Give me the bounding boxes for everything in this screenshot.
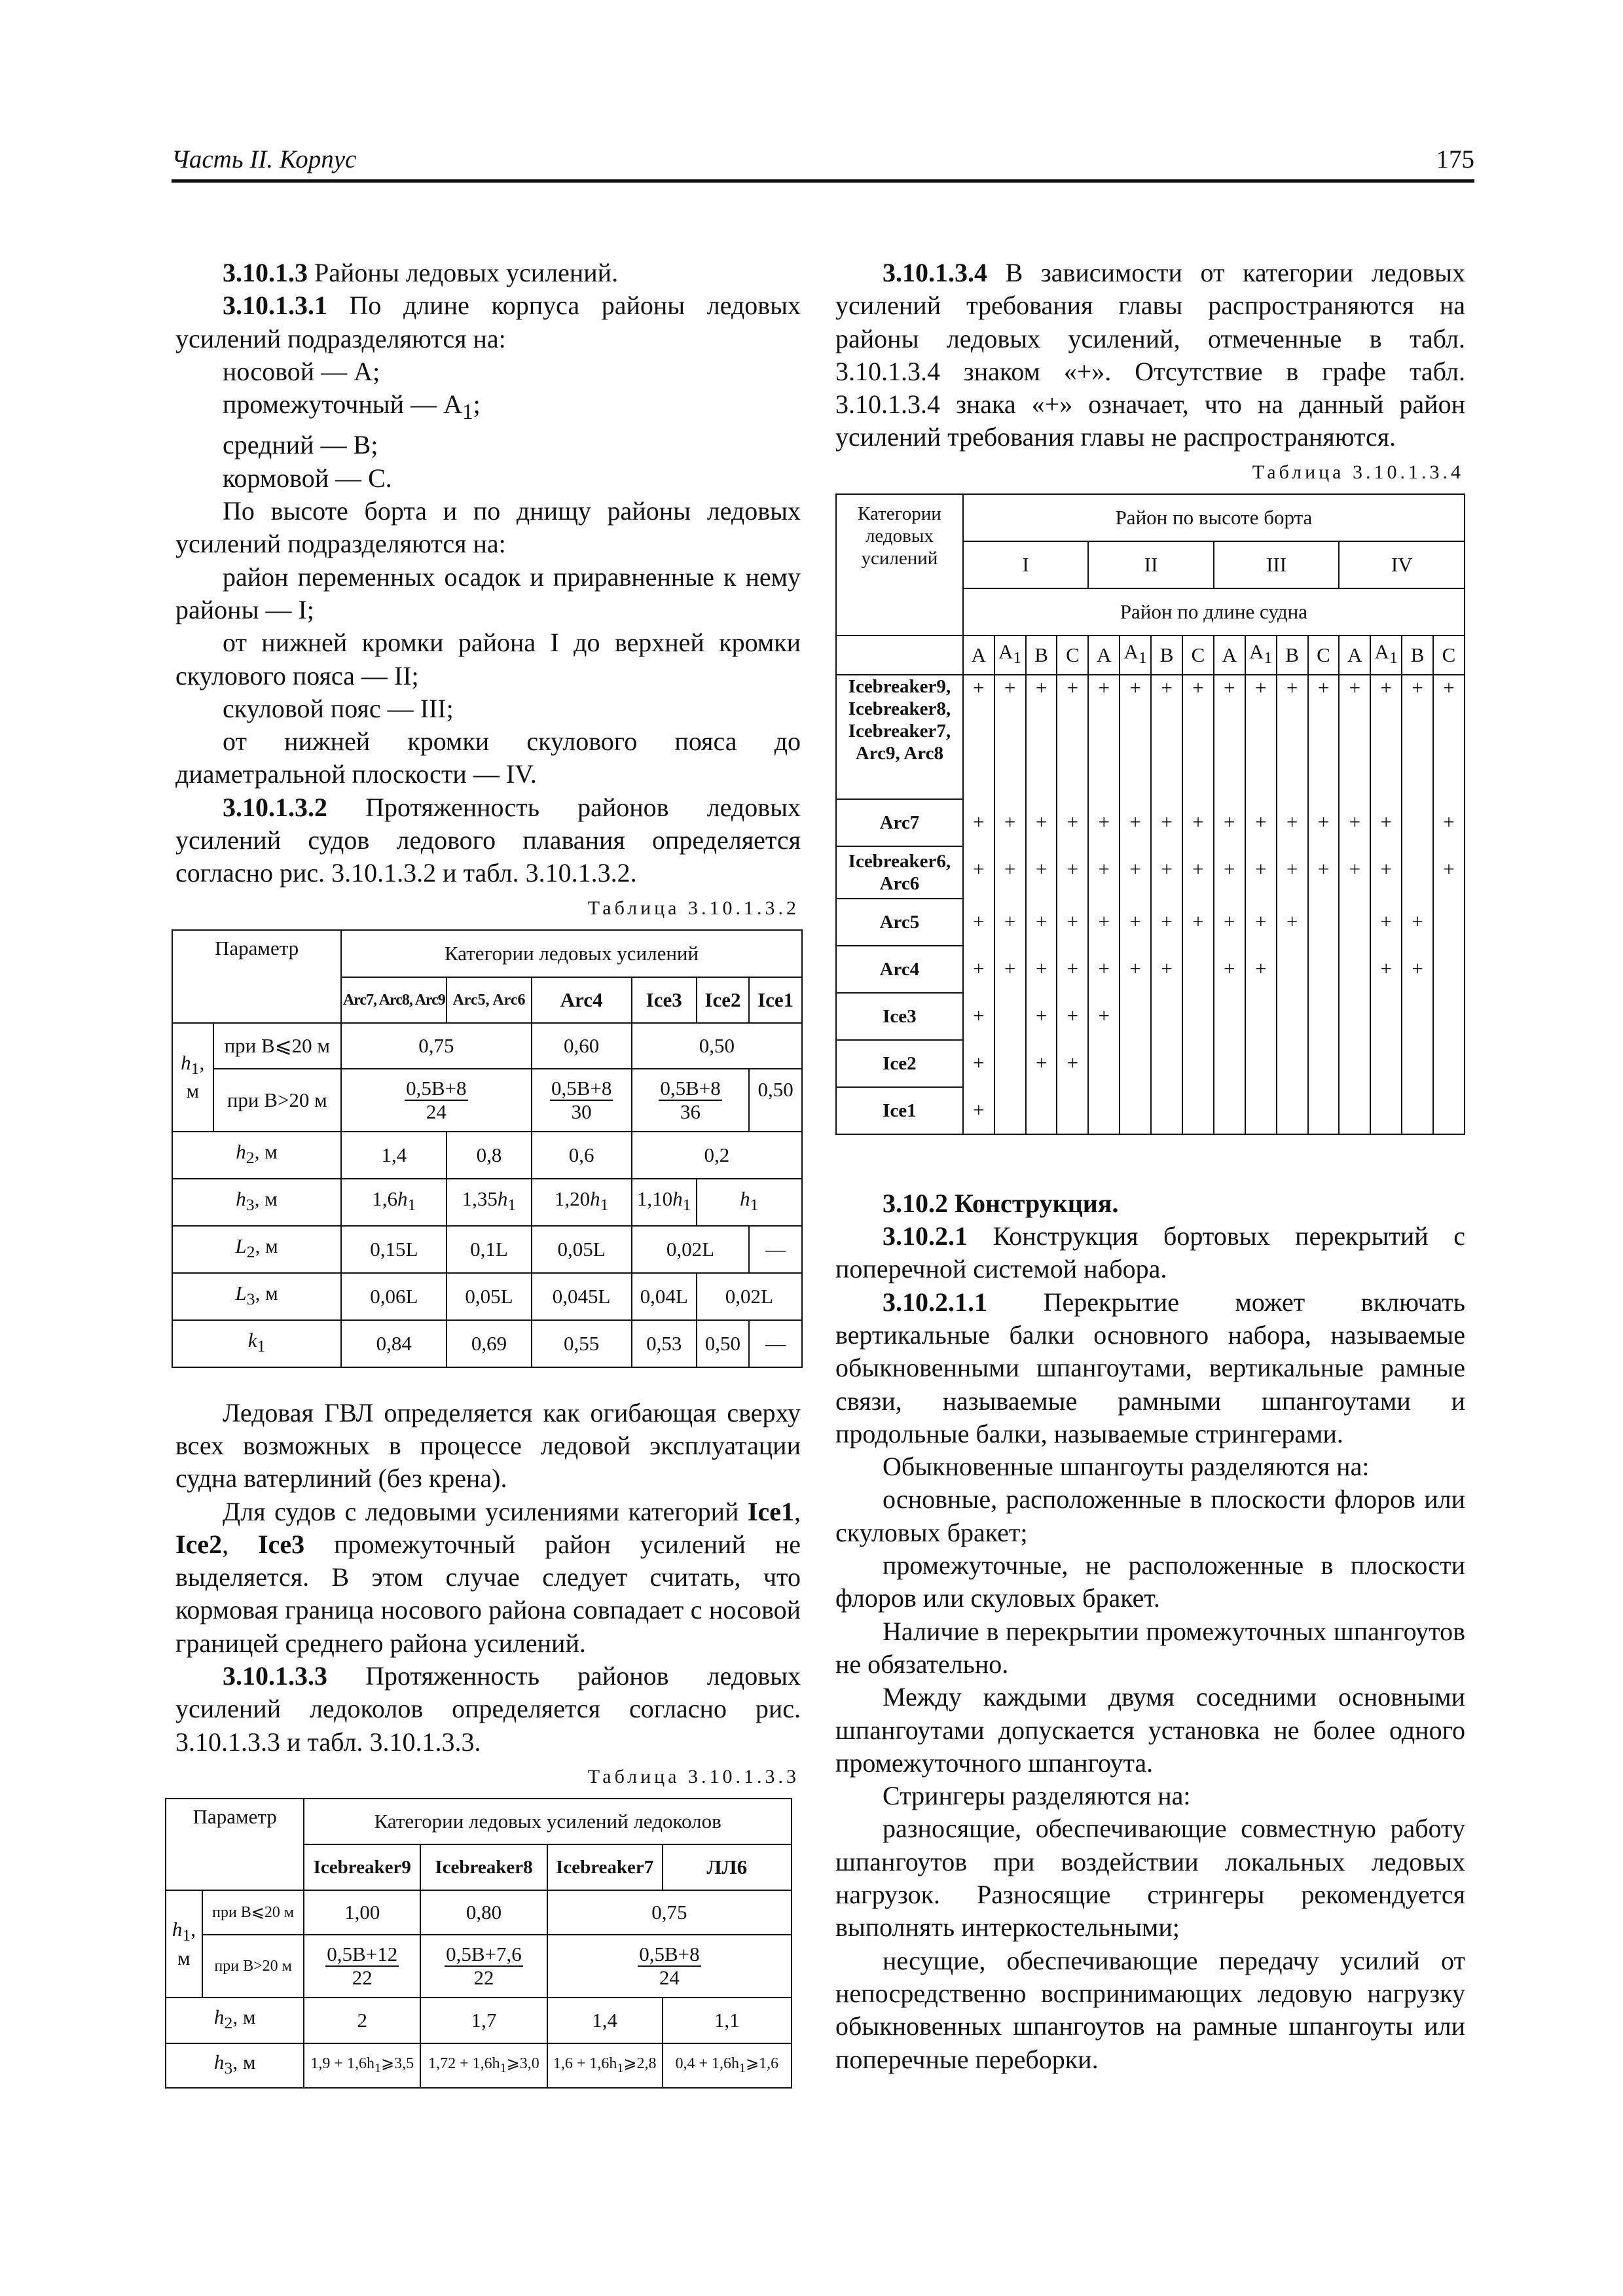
col-header: Ice3 bbox=[632, 977, 697, 1023]
mark-cell bbox=[1308, 899, 1340, 946]
mark-cell: + bbox=[1182, 799, 1214, 846]
mark-cell: + bbox=[1151, 946, 1182, 993]
col-header: IV bbox=[1339, 541, 1465, 588]
cell: 2 bbox=[304, 1998, 420, 2043]
cell: 0,53 bbox=[632, 1320, 697, 1367]
list-item: промежуточный — $A_1$; bbox=[223, 389, 481, 425]
mark-cell: + bbox=[1088, 799, 1120, 846]
mark-cell bbox=[1277, 1087, 1308, 1134]
mark-cell bbox=[1370, 1040, 1402, 1087]
length-col-header: $A_1$ bbox=[1245, 636, 1277, 675]
cell: $\frac{0,5B+12}{22}$ bbox=[304, 1935, 420, 1998]
mark-cell: + bbox=[1120, 799, 1151, 846]
mark-cell: + bbox=[1308, 846, 1340, 899]
mark-cell bbox=[1402, 799, 1433, 846]
mark-cell: + bbox=[1245, 846, 1277, 899]
mark-cell bbox=[1182, 1040, 1214, 1087]
table-row bbox=[836, 1040, 1465, 1087]
mark-cell bbox=[1277, 946, 1308, 993]
mark-cell bbox=[1245, 993, 1277, 1040]
col-header: Arc7, Arc8, Arc9 bbox=[341, 977, 447, 1023]
row-label: Ice1 bbox=[836, 1087, 963, 1134]
mark-cell: + bbox=[1120, 946, 1151, 993]
mark-cell: + bbox=[1026, 1040, 1057, 1087]
cell: 0,84 bbox=[341, 1320, 447, 1367]
table-row bbox=[836, 799, 1465, 846]
col-header: Arc4 bbox=[532, 977, 632, 1023]
running-title: Часть II. Корпус bbox=[172, 145, 357, 173]
length-col-header: B bbox=[1026, 636, 1057, 675]
mark-cell bbox=[1277, 993, 1308, 1040]
mark-cell: + bbox=[1151, 675, 1182, 799]
length-col-header: $A_1$ bbox=[994, 636, 1026, 675]
mark-cell bbox=[1339, 1040, 1370, 1087]
mark-cell: + bbox=[1151, 899, 1182, 946]
row-label: $k_1$ bbox=[172, 1320, 341, 1367]
paragraph: 3.10.2.1 Конструкция бортовых перекрытий с поперечной системой набора. bbox=[835, 1221, 1465, 1284]
mark-cell bbox=[1151, 993, 1182, 1040]
mark-cell: + bbox=[1245, 675, 1277, 799]
table-row bbox=[836, 1087, 1465, 1134]
paragraph: Для судов с ледовыми усилениями категорий Ice1, Ice2, Ice3 промежуточный район усилений не выделяется. В этом случае следует считать, что кормовая граница носового района совпадает с носовой границей среднего района усилений. bbox=[175, 1496, 801, 1658]
paragraph: 3.10.1.3.4 В зависимости от категории ледовых усилений требования главы распространяются на районы ледовых усилений, отмеченные в табл. 3.10.1.3.4 знаком «+». Отсутствие в графе табл. 3.10.1.3.4 знака «+» означает, что на данный район усилений требования главы не распространяются. bbox=[835, 258, 1465, 452]
mark-cell bbox=[994, 1087, 1026, 1134]
cell: 0,75 bbox=[547, 1890, 792, 1935]
mark-cell bbox=[1339, 946, 1370, 993]
mark-cell bbox=[1120, 993, 1151, 1040]
cell: $\frac{0,5B+7,6}{22}$ bbox=[420, 1935, 547, 1998]
paragraph: промежуточные, не расположенные в плоскости флоров или скуловых бракет. bbox=[835, 1551, 1465, 1613]
mark-cell: + bbox=[1214, 899, 1245, 946]
mark-cell bbox=[1214, 1087, 1245, 1134]
mark-cell: + bbox=[963, 799, 994, 846]
mark-cell bbox=[1339, 1087, 1370, 1134]
mark-cell: + bbox=[1277, 675, 1308, 799]
list-item: от нижней кромки скулового пояса до диаметральной плоскости — IV. bbox=[175, 726, 801, 789]
right-column bbox=[835, 257, 1465, 2076]
length-col-header: C bbox=[1433, 636, 1465, 675]
header-length: Район по длине судна bbox=[963, 588, 1465, 636]
row-label: Icebreaker6, Arc6 bbox=[836, 846, 963, 899]
mark-cell: + bbox=[963, 993, 994, 1040]
mark-cell: + bbox=[963, 899, 994, 946]
mark-cell: + bbox=[1057, 993, 1088, 1040]
cell: 0,80 bbox=[420, 1890, 547, 1935]
table-row bbox=[836, 993, 1465, 1040]
mark-cell: + bbox=[963, 1087, 994, 1134]
mark-cell: + bbox=[1026, 993, 1057, 1040]
table-3-10-1-3-4 bbox=[835, 493, 1465, 1135]
left-column bbox=[172, 257, 801, 2089]
col-header: I bbox=[963, 541, 1089, 588]
mark-cell: + bbox=[1120, 899, 1151, 946]
mark-cell: + bbox=[1339, 846, 1370, 899]
row-label-h1: $h_1$, м bbox=[172, 1023, 213, 1132]
mark-cell bbox=[1088, 1040, 1120, 1087]
row-label: при B>20 м bbox=[213, 1069, 342, 1132]
mark-cell bbox=[1308, 993, 1340, 1040]
cell: $\frac{0,5B+8}{36}$ bbox=[632, 1069, 749, 1132]
mark-cell: + bbox=[1277, 899, 1308, 946]
cell: 0,045L bbox=[532, 1273, 632, 1320]
mark-cell bbox=[1182, 946, 1214, 993]
paragraph: несущие, обеспечивающие передачу усилий от непосредственно воспринимающих ледовую нагрузку обыкновенных шпангоутов на рамные шпангоуты или поперечные переборки. bbox=[835, 1945, 1465, 2074]
mark-cell: + bbox=[1057, 799, 1088, 846]
mark-cell bbox=[1151, 1087, 1182, 1134]
row-label: $h_3$, м bbox=[166, 2043, 304, 2088]
cell: 0,1L bbox=[447, 1226, 531, 1273]
mark-cell: + bbox=[1277, 846, 1308, 899]
length-col-header: A bbox=[1339, 636, 1370, 675]
page-number: 175 bbox=[1436, 145, 1474, 173]
cell: — bbox=[749, 1320, 802, 1367]
paragraph: Наличие в перекрытии промежуточных шпангоутов не обязательно. bbox=[835, 1616, 1465, 1679]
col-header: Icebreaker8 bbox=[420, 1844, 547, 1890]
paragraph: Обыкновенные шпангоуты разделяются на: bbox=[883, 1452, 1370, 1482]
section-heading: 3.10.2 Конструкция. bbox=[883, 1188, 1119, 1218]
row-label: при B>20 м bbox=[202, 1935, 304, 1998]
mark-cell: + bbox=[1214, 846, 1245, 899]
list-item: скуловой пояс — III; bbox=[223, 693, 454, 723]
cell: 0,69 bbox=[447, 1320, 531, 1367]
mark-cell bbox=[1370, 1087, 1402, 1134]
row-label: $L_2$, м bbox=[172, 1226, 341, 1273]
mark-cell: + bbox=[994, 946, 1026, 993]
cell: $1,10h_1$ bbox=[632, 1179, 697, 1226]
mark-cell: + bbox=[1245, 946, 1277, 993]
mark-cell: + bbox=[1026, 675, 1057, 799]
col-header: II bbox=[1088, 541, 1214, 588]
mark-cell bbox=[994, 993, 1026, 1040]
mark-cell: + bbox=[1120, 846, 1151, 899]
length-col-header: B bbox=[1277, 636, 1308, 675]
mark-cell bbox=[994, 1040, 1026, 1087]
mark-cell: + bbox=[1088, 675, 1120, 799]
mark-cell bbox=[1402, 1087, 1433, 1134]
cell: 0,75 bbox=[341, 1023, 531, 1069]
cell: 0,02L bbox=[697, 1273, 802, 1320]
mark-cell: + bbox=[1214, 946, 1245, 993]
cell: 1,4 bbox=[547, 1998, 663, 2043]
mark-cell: + bbox=[1245, 799, 1277, 846]
mark-cell: + bbox=[1026, 846, 1057, 899]
header-categories: Категории ледовых усилений bbox=[836, 494, 963, 636]
table-caption: Таблица 3.10.1.3.3 bbox=[587, 1765, 799, 1787]
cell: $\frac{0,5B+8}{30}$ bbox=[532, 1069, 632, 1132]
paragraph: Стрингеры разделяются на: bbox=[883, 1781, 1191, 1811]
mark-cell: + bbox=[1088, 946, 1120, 993]
paragraph: Ледовая ГВЛ определяется как огибающая сверху всех возможных в процессе ледовой эксплуатации судна ватерлиний (без крена). bbox=[175, 1397, 801, 1494]
mark-cell: + bbox=[963, 946, 994, 993]
mark-cell: + bbox=[1151, 846, 1182, 899]
mark-cell: + bbox=[1088, 846, 1120, 899]
table-caption: Таблица 3.10.1.3.4 bbox=[1252, 461, 1464, 483]
mark-cell: + bbox=[1026, 899, 1057, 946]
mark-cell bbox=[1370, 993, 1402, 1040]
row-label: Arc4 bbox=[836, 946, 963, 993]
cell: — bbox=[749, 1226, 802, 1273]
cell: 1,4 bbox=[341, 1132, 447, 1179]
mark-cell bbox=[1088, 1087, 1120, 1134]
row-label: Arc5 bbox=[836, 899, 963, 946]
paragraph: 3.10.1.3 Районы ледовых усилений. bbox=[223, 258, 619, 287]
header-height: Район по высоте борта bbox=[963, 494, 1465, 541]
cell: $1,72 + 1,6h_1⩾3,0$ bbox=[420, 2043, 547, 2088]
paragraph: разносящие, обеспечивающие совместную работу шпангоутов при воздействии локальных ледовых нагрузок. Разносящие стрингеры рекомендуется выполнять интеркостельными; bbox=[835, 1814, 1465, 1943]
mark-cell: + bbox=[1182, 846, 1214, 899]
cell: 1,7 bbox=[420, 1998, 547, 2043]
header-param: Параметр bbox=[166, 1799, 304, 1890]
mark-cell bbox=[1339, 993, 1370, 1040]
length-col-header: A bbox=[963, 636, 994, 675]
mark-cell: + bbox=[994, 675, 1026, 799]
mark-cell bbox=[1120, 1087, 1151, 1134]
mark-cell: + bbox=[994, 846, 1026, 899]
length-col-header: A bbox=[1088, 636, 1120, 675]
list-item: средний — B; bbox=[223, 430, 378, 460]
table-row bbox=[836, 946, 1465, 993]
mark-cell bbox=[1308, 1087, 1340, 1134]
row-label: Ice3 bbox=[836, 993, 963, 1040]
row-label: $h_3$, м bbox=[172, 1179, 341, 1226]
row-label: $L_3$, м bbox=[172, 1273, 341, 1320]
mark-cell: + bbox=[1370, 846, 1402, 899]
empty-cell bbox=[836, 636, 963, 675]
mark-cell bbox=[1245, 1087, 1277, 1134]
mark-cell bbox=[1151, 1040, 1182, 1087]
mark-cell: + bbox=[1120, 675, 1151, 799]
paragraph: 3.10.1.3.3 Протяженность районов ледовых усилений ледоколов определяется согласно рис. 3.10.1.3.3 и табл. 3.10.1.3.3. bbox=[175, 1661, 801, 1757]
row-label: при B⩽20 м bbox=[202, 1890, 304, 1935]
cell: 0,8 bbox=[447, 1132, 531, 1179]
col-header: Ice1 bbox=[749, 977, 802, 1023]
mark-cell: + bbox=[1308, 675, 1340, 799]
mark-cell: + bbox=[1026, 946, 1057, 993]
table-3-10-1-3-3 bbox=[165, 1798, 792, 2089]
mark-cell: + bbox=[1370, 799, 1402, 846]
cell: $1,6 + 1,6h_1⩾2,8$ bbox=[547, 2043, 663, 2088]
mark-cell bbox=[1433, 899, 1465, 946]
col-header: III bbox=[1214, 541, 1340, 588]
cell: 0,55 bbox=[532, 1320, 632, 1367]
mark-cell: + bbox=[1339, 799, 1370, 846]
mark-cell: + bbox=[1057, 946, 1088, 993]
mark-cell bbox=[1214, 1040, 1245, 1087]
cell: $\frac{0,5B+8}{24}$ bbox=[547, 1935, 792, 1998]
mark-cell: + bbox=[1277, 799, 1308, 846]
mark-cell: + bbox=[1339, 675, 1370, 799]
mark-cell bbox=[1277, 1040, 1308, 1087]
cell: $1,20h_1$ bbox=[532, 1179, 632, 1226]
header-categories: Категории ледовых усилений bbox=[341, 930, 802, 977]
mark-cell: + bbox=[1057, 1040, 1088, 1087]
cell: 1,1 bbox=[663, 1998, 792, 2043]
mark-cell: + bbox=[963, 1040, 994, 1087]
mark-cell: + bbox=[1402, 675, 1433, 799]
mark-cell bbox=[1057, 1087, 1088, 1134]
mark-cell bbox=[1402, 846, 1433, 899]
cell: 0,05L bbox=[532, 1226, 632, 1273]
mark-cell: + bbox=[994, 899, 1026, 946]
mark-cell: + bbox=[963, 846, 994, 899]
cell: 0,06L bbox=[341, 1273, 447, 1320]
cell: 1,00 bbox=[304, 1890, 420, 1935]
row-label: Icebreaker9, Icebreaker8, Icebreaker7, Arc9, Arc8 bbox=[836, 675, 963, 799]
col-header: Ice2 bbox=[697, 977, 750, 1023]
mark-cell bbox=[1433, 1087, 1465, 1134]
length-col-header: A bbox=[1214, 636, 1245, 675]
length-col-header: C bbox=[1308, 636, 1340, 675]
mark-cell: + bbox=[1402, 946, 1433, 993]
mark-cell: + bbox=[1057, 846, 1088, 899]
mark-cell bbox=[1433, 993, 1465, 1040]
mark-cell bbox=[1245, 1040, 1277, 1087]
mark-cell bbox=[1339, 899, 1370, 946]
cell: $1,9 + 1,6h_1⩾3,5$ bbox=[304, 2043, 420, 2088]
mark-cell: + bbox=[1308, 799, 1340, 846]
mark-cell: + bbox=[1214, 799, 1245, 846]
table-row bbox=[836, 675, 1465, 799]
table-3-10-1-3-2 bbox=[172, 929, 803, 1368]
cell: $1,35h_1$ bbox=[447, 1179, 531, 1226]
mark-cell: + bbox=[1151, 799, 1182, 846]
table-caption: Таблица 3.10.1.3.2 bbox=[587, 897, 799, 919]
mark-cell bbox=[1214, 993, 1245, 1040]
mark-cell: + bbox=[1402, 899, 1433, 946]
length-col-header: $A_1$ bbox=[1120, 636, 1151, 675]
length-col-header: B bbox=[1151, 636, 1182, 675]
list-item: от нижней кромки района I до верхней кромки скулового пояса — II; bbox=[175, 628, 801, 691]
mark-cell: + bbox=[994, 799, 1026, 846]
mark-cell bbox=[1026, 1087, 1057, 1134]
mark-cell bbox=[1402, 1040, 1433, 1087]
cell: $1,6h_1$ bbox=[341, 1179, 447, 1226]
length-col-header: C bbox=[1182, 636, 1214, 675]
mark-cell bbox=[1433, 946, 1465, 993]
page-header bbox=[172, 145, 1474, 183]
cell: 0,05L bbox=[447, 1273, 531, 1320]
list-item: район переменных осадок и приравненные к нему районы — I; bbox=[175, 562, 801, 624]
mark-cell: + bbox=[1245, 899, 1277, 946]
col-header: ЛЛ6 bbox=[663, 1844, 792, 1890]
mark-cell bbox=[1433, 1040, 1465, 1087]
row-label-h1: $h_1$, м bbox=[166, 1890, 202, 1998]
mark-cell bbox=[1402, 993, 1433, 1040]
list-item: кормовой — C. bbox=[223, 463, 392, 493]
col-header: Icebreaker9 bbox=[304, 1844, 420, 1890]
mark-cell: + bbox=[1433, 675, 1465, 799]
cell: 0,2 bbox=[632, 1132, 802, 1179]
row-label: Arc7 bbox=[836, 799, 963, 846]
mark-cell: + bbox=[1088, 993, 1120, 1040]
mark-cell: + bbox=[1057, 675, 1088, 799]
cell: 0,60 bbox=[532, 1023, 632, 1069]
mark-cell: + bbox=[1370, 675, 1402, 799]
paragraph: основные, расположенные в плоскости флоров или скуловых бракет; bbox=[835, 1484, 1465, 1547]
header-param: Параметр bbox=[172, 930, 341, 1023]
mark-cell: + bbox=[1433, 846, 1465, 899]
cell: 0,02L bbox=[632, 1226, 749, 1273]
mark-cell: + bbox=[1182, 899, 1214, 946]
col-header: Icebreaker7 bbox=[547, 1844, 663, 1890]
mark-cell bbox=[1308, 1040, 1340, 1087]
length-col-header: B bbox=[1402, 636, 1433, 675]
row-label: $h_2$, м bbox=[166, 1998, 304, 2043]
cell: $\frac{0,5B+8}{24}$ bbox=[341, 1069, 531, 1132]
mark-cell: + bbox=[1370, 946, 1402, 993]
mark-cell bbox=[1182, 1087, 1214, 1134]
mark-cell: + bbox=[1370, 899, 1402, 946]
mark-cell: + bbox=[1026, 799, 1057, 846]
mark-cell bbox=[1182, 993, 1214, 1040]
mark-cell: + bbox=[1214, 675, 1245, 799]
row-label: $h_2$, м bbox=[172, 1132, 341, 1179]
row-label: Ice2 bbox=[836, 1040, 963, 1087]
table-row bbox=[836, 846, 1465, 899]
paragraph: По высоте борта и по днищу районы ледовых усилений подразделяются на: bbox=[175, 496, 801, 559]
mark-cell: + bbox=[1057, 899, 1088, 946]
list-item: носовой — A; bbox=[223, 356, 380, 386]
mark-cell: + bbox=[1182, 675, 1214, 799]
cell: $h_1$ bbox=[697, 1179, 802, 1226]
mark-cell bbox=[1120, 1040, 1151, 1087]
paragraph: 3.10.1.3.1 По длине корпуса районы ледовых усилений подразделяются на: bbox=[175, 291, 801, 353]
mark-cell: + bbox=[1088, 899, 1120, 946]
table-row bbox=[836, 899, 1465, 946]
cell: 0,6 bbox=[532, 1132, 632, 1179]
cell: 0,50 bbox=[749, 1069, 802, 1132]
paragraph: Между каждыми двумя соседними основными шпангоутами допускается установка не более одного промежуточного шпангоута. bbox=[835, 1682, 1465, 1778]
cell: $0,4 + 1,6h_1⩾1,6$ bbox=[663, 2043, 792, 2088]
length-col-header: $A_1$ bbox=[1370, 636, 1402, 675]
header-categories: Категории ледовых усилений ледоколов bbox=[304, 1799, 792, 1844]
paragraph: 3.10.1.3.2 Протяженность районов ледовых усилений судов ледового плавания определяется согласно рис. 3.10.1.3.2 и табл. 3.10.1.3.2. bbox=[175, 792, 801, 888]
row-label: при B⩽20 м bbox=[213, 1023, 342, 1069]
mark-cell bbox=[1308, 946, 1340, 993]
length-col-header: C bbox=[1057, 636, 1088, 675]
cell: 0,04L bbox=[632, 1273, 697, 1320]
paragraph: 3.10.2.1.1 Перекрытие может включать вертикальные балки основного набора, называемые обыкновенными шпангоутами, вертикальные рамные связи, называемые рамными шпангоутами и продольные балки, называемые стрингерами. bbox=[835, 1287, 1465, 1448]
cell: 0,50 bbox=[697, 1320, 750, 1367]
mark-cell: + bbox=[1433, 799, 1465, 846]
col-header: Arc5, Arc6 bbox=[447, 977, 531, 1023]
mark-cell: + bbox=[963, 675, 994, 799]
cell: 0,15L bbox=[341, 1226, 447, 1273]
cell: 0,50 bbox=[632, 1023, 802, 1069]
